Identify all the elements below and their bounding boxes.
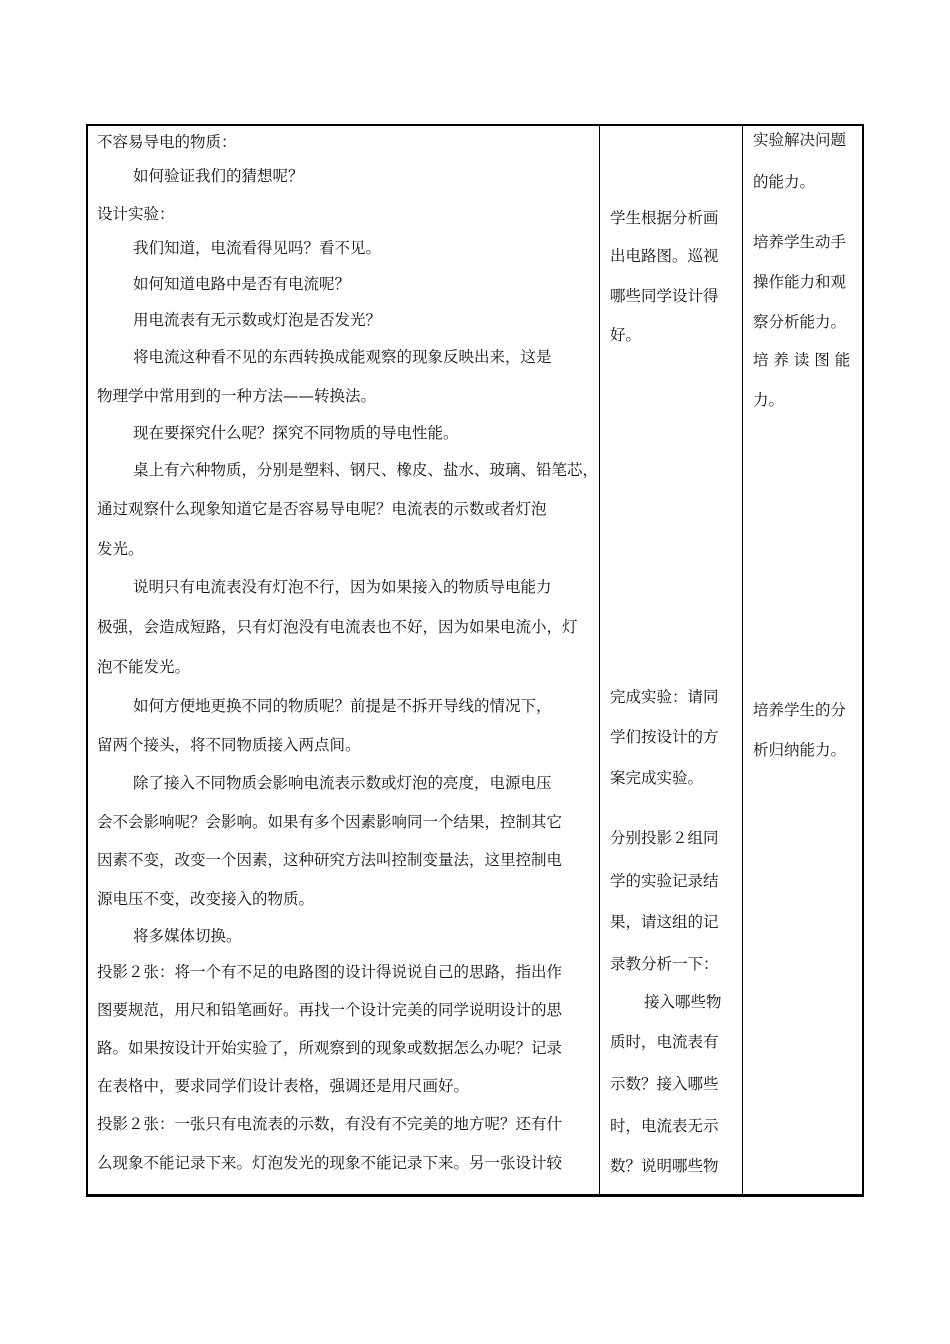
text-line: 培养学生的分 xyxy=(753,701,847,719)
design-intent-column xyxy=(743,126,864,1194)
text-line: 发光。 xyxy=(97,540,144,558)
text-line: 案完成实验。 xyxy=(610,769,704,787)
text-line: 用电流表有无示数或灯泡是否发光？ xyxy=(133,311,382,329)
text-line: 如何验证我们的猜想呢？ xyxy=(133,167,304,185)
text-line: 泡不能发光。 xyxy=(97,658,191,676)
text-line: 分别投影２组同 xyxy=(610,829,719,847)
text-line: 数？说明哪些物 xyxy=(610,1157,719,1175)
text-line: 在表格中，要求同学们设计表格，强调还是用尺画好。 xyxy=(97,1077,470,1095)
text-line: 学们按设计的方 xyxy=(610,728,719,746)
text-line: 培养学生动手 xyxy=(753,233,847,251)
text-line: 学的实验记录结 xyxy=(610,872,719,890)
text-line: 投影２张：一张只有电流表的示数，有没有不完美的地方呢？还有什 xyxy=(97,1115,563,1133)
text-line: 投影２张：将一个有不足的电路图的设计得说说自己的思路，指出作 xyxy=(97,963,563,981)
text-line: 我们知道，电流看得见吗？看不见。 xyxy=(133,239,382,257)
text-line: 录教分析一下： xyxy=(610,955,719,973)
text-line: 会不会影响呢？会影响。如果有多个因素影响同一个结果，控制其它 xyxy=(97,813,563,831)
text-line: 培 养 读 图 能 xyxy=(753,351,851,369)
text-line: 么现象不能记录下来。灯泡发光的现象不能记录下来。另一张设计较 xyxy=(97,1154,563,1172)
text-line: 不容易导电的物质： xyxy=(97,133,237,151)
text-line: 除了接入不同物质会影响电流表示数或灯泡的亮度，电源电压 xyxy=(133,774,552,792)
text-line: 果，请这组的记 xyxy=(610,913,719,931)
text-line: 质时，电流表有 xyxy=(610,1033,719,1051)
text-line: 设计实验： xyxy=(97,205,175,223)
text-line: 哪些同学设计得 xyxy=(610,287,719,305)
text-line: 好。 xyxy=(610,326,642,344)
text-line: 如何知道电路中是否有电流呢？ xyxy=(133,275,351,293)
text-line: 极强，会造成短路，只有灯泡没有电流表也不好，因为如果电流小，灯 xyxy=(97,618,578,636)
text-line: 出电路图。巡视 xyxy=(610,247,719,265)
text-line: 路。如果按设计开始实验了，所观察到的现象或数据怎么办呢？记录 xyxy=(97,1039,563,1057)
text-line: 接入哪些物 xyxy=(644,993,722,1011)
text-line: 示数？接入哪些 xyxy=(610,1075,719,1093)
text-line: 桌上有六种物质，分别是塑料、钢尺、橡皮、盐水、玻璃、铅笔芯， xyxy=(133,461,599,479)
text-line: 留两个接头，将不同物质接入两点间。 xyxy=(97,736,361,754)
student-activity-column xyxy=(600,126,743,1194)
text-line: 实验解决问题 xyxy=(753,131,847,149)
text-line: 因素不变，改变一个因素，这种研究方法叫控制变量法，这里控制电 xyxy=(97,851,563,869)
text-line: 物理学中常用到的一种方法——转换法。 xyxy=(97,387,377,405)
text-line: 完成实验：请同 xyxy=(610,688,719,706)
text-line: 操作能力和观 xyxy=(753,273,847,291)
text-line: 学生根据分析画 xyxy=(610,209,719,227)
text-line: 析归纳能力。 xyxy=(753,741,847,759)
text-line: 现在要探究什么呢？探究不同物质的导电性能。 xyxy=(133,424,459,442)
lesson-plan-table xyxy=(86,124,864,1197)
text-line: 察分析能力。 xyxy=(753,313,847,331)
text-line: 将多媒体切换。 xyxy=(133,927,242,945)
text-line: 如何方便地更换不同的物质呢？前提是不拆开导线的情况下， xyxy=(133,697,552,715)
text-line: 通过观察什么现象知道它是否容易导电呢？电流表的示数或者灯泡 xyxy=(97,500,547,518)
text-line: 源电压不变，改变接入的物质。 xyxy=(97,890,315,908)
teaching-process-column xyxy=(88,126,600,1194)
text-line: 将电流这种看不见的东西转换成能观察的现象反映出来，这是 xyxy=(133,348,552,366)
text-line: 的能力。 xyxy=(753,173,816,191)
text-line: 时，电流表无示 xyxy=(610,1117,719,1135)
text-line: 图要规范，用尺和铅笔画好。再找一个设计完美的同学说明设计的思 xyxy=(97,1001,563,1019)
text-line: 力。 xyxy=(753,391,785,409)
text-line: 说明只有电流表没有灯泡不行，因为如果接入的物质导电能力 xyxy=(133,578,552,596)
